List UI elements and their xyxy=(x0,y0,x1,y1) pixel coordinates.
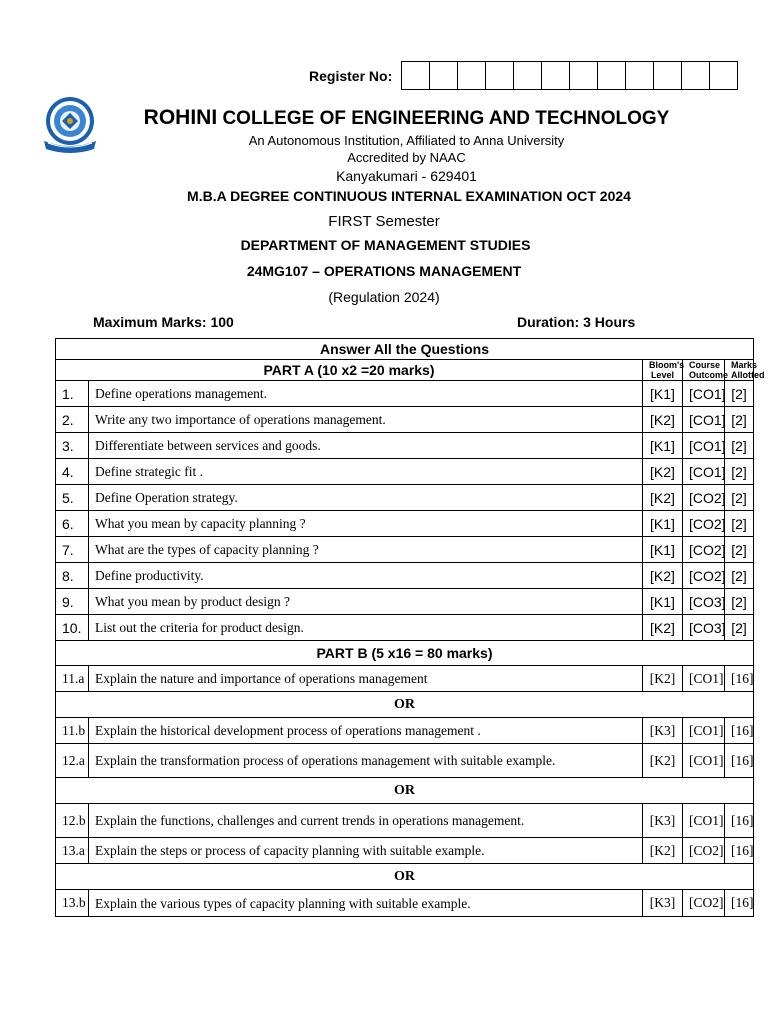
marks-allotted-header xyxy=(724,360,765,381)
register-digit-box xyxy=(598,62,626,89)
table-row xyxy=(56,459,754,485)
table-row xyxy=(56,407,754,433)
marks: [2] xyxy=(724,485,753,511)
table-row xyxy=(56,718,754,744)
marks: [2] xyxy=(724,407,753,433)
marks: [16] xyxy=(724,890,753,917)
marks: [2] xyxy=(724,433,753,459)
part-a-title: PART A (10 x2 =20 marks) xyxy=(56,360,643,381)
max-marks: Maximum Marks: 100 xyxy=(93,314,234,330)
course-line: 24MG107 – OPERATIONS MANAGEMENT xyxy=(246,263,522,279)
course-outcome: [CO3] xyxy=(682,615,724,641)
question-text: Explain the steps or process of capacity planning with suitable example. xyxy=(89,838,643,864)
table-row xyxy=(56,485,754,511)
part-b-title: PART B (5 x16 = 80 marks) xyxy=(56,641,754,666)
table-row xyxy=(56,511,754,537)
marks: [2] xyxy=(724,459,753,485)
question-text: Define productivity. xyxy=(89,563,643,589)
blooms-level: [K1] xyxy=(642,433,682,459)
semester-line: FIRST Semester xyxy=(328,213,440,230)
register-digit-box xyxy=(682,62,710,89)
marks: [2] xyxy=(724,615,753,641)
table-title-row xyxy=(56,339,754,360)
marks: [2] xyxy=(724,381,753,407)
question-number: 5. xyxy=(56,485,89,511)
table-row xyxy=(56,838,754,864)
question-number: 10. xyxy=(56,615,89,641)
register-digit-box xyxy=(654,62,682,89)
blooms-header-line2: Level xyxy=(650,370,674,380)
blooms-level: [K1] xyxy=(642,381,682,407)
course-outcome: [CO1] xyxy=(682,804,724,838)
marks-header-line1: Marks xyxy=(730,360,757,370)
course-outcome: [CO1] xyxy=(682,459,724,485)
blooms-level: [K2] xyxy=(642,407,682,433)
or-row xyxy=(56,864,754,890)
accreditation-line: Accredited by NAAC xyxy=(347,150,466,165)
or-row xyxy=(56,778,754,804)
course-outcome: [CO1] xyxy=(682,666,724,692)
table-row xyxy=(56,666,754,692)
question-number: 8. xyxy=(56,563,89,589)
or-label: OR xyxy=(56,864,754,890)
regulation-line: (Regulation 2024) xyxy=(328,289,440,305)
course-outcome: [CO1] xyxy=(682,744,724,778)
register-digit-box xyxy=(710,62,737,89)
question-number: 11.a xyxy=(56,666,89,692)
question-number: 12.b xyxy=(56,804,89,838)
question-number: 1. xyxy=(56,381,89,407)
question-text: Explain the historical development process of operations management . xyxy=(89,718,643,744)
marks: [16] xyxy=(724,804,753,838)
college-name xyxy=(0,106,768,130)
register-number xyxy=(309,61,738,90)
course-outcome: [CO1] xyxy=(682,381,724,407)
question-number: 4. xyxy=(56,459,89,485)
blooms-level: [K2] xyxy=(642,485,682,511)
marks: [2] xyxy=(724,589,753,615)
register-digit-box xyxy=(402,62,430,89)
department-line: DEPARTMENT OF MANAGEMENT STUDIES xyxy=(240,237,531,253)
course-outcome: [CO3] xyxy=(682,589,724,615)
table-row xyxy=(56,804,754,838)
course-header-line1: Course xyxy=(688,360,720,370)
register-digit-box xyxy=(542,62,570,89)
marks-header-line2: Allotted xyxy=(730,370,765,380)
course-outcome: [CO2] xyxy=(682,485,724,511)
or-row xyxy=(56,692,754,718)
table-row xyxy=(56,890,754,917)
question-text: Define operations management. xyxy=(89,381,643,407)
or-label: OR xyxy=(56,692,754,718)
question-text: Define strategic fit . xyxy=(89,459,643,485)
register-label: Register No: xyxy=(309,67,393,84)
question-number: 6. xyxy=(56,511,89,537)
marks: [2] xyxy=(724,537,753,563)
blooms-level: [K2] xyxy=(642,666,682,692)
college-name-prefix: ROHINI xyxy=(143,106,218,129)
question-text: Explain the various types of capacity planning with suitable example. xyxy=(89,890,643,917)
course-outcome: [CO2] xyxy=(682,511,724,537)
course-outcome: [CO2] xyxy=(682,537,724,563)
register-digit-box xyxy=(430,62,458,89)
register-boxes xyxy=(401,61,738,90)
question-text: Define Operation strategy. xyxy=(89,485,643,511)
question-table xyxy=(55,338,765,917)
exam-title: M.B.A DEGREE CONTINUOUS INTERNAL EXAMINATION OCT 2024 xyxy=(187,188,631,204)
marks: [16] xyxy=(724,838,753,864)
question-number: 9. xyxy=(56,589,89,615)
college-name-rest: COLLEGE OF ENGINEERING AND TECHNOLOGY xyxy=(217,108,670,129)
blooms-level: [K3] xyxy=(642,890,682,917)
question-text: Write any two importance of operations management. xyxy=(89,407,643,433)
affiliation-line: An Autonomous Institution, Affiliated to Anna University xyxy=(248,133,565,148)
marks: [16] xyxy=(724,718,753,744)
blooms-level-header xyxy=(642,360,685,381)
duration: Duration: 3 Hours xyxy=(517,314,636,330)
marks: [16] xyxy=(724,744,753,778)
course-header-line2: Outcome xyxy=(688,370,728,380)
question-number: 13.b xyxy=(56,890,89,917)
course-outcome: [CO2] xyxy=(682,838,724,864)
blooms-level: [K2] xyxy=(642,615,682,641)
question-text: What are the types of capacity planning ? xyxy=(89,537,643,563)
table-row xyxy=(56,563,754,589)
question-text: What you mean by product design ? xyxy=(89,589,643,615)
blooms-level: [K2] xyxy=(642,838,682,864)
table-title: Answer All the Questions xyxy=(56,339,754,360)
table-row xyxy=(56,537,754,563)
blooms-level: [K2] xyxy=(642,459,682,485)
course-outcome: [CO1] xyxy=(682,718,724,744)
table-row xyxy=(56,381,754,407)
question-text: Explain the transformation process of operations management with suitable example. xyxy=(89,744,643,778)
blooms-level: [K3] xyxy=(642,718,682,744)
course-outcome: [CO1] xyxy=(682,433,724,459)
question-text: Explain the nature and importance of operations management xyxy=(89,666,643,692)
blooms-level: [K3] xyxy=(642,804,682,838)
question-number: 2. xyxy=(56,407,89,433)
question-text: Differentiate between services and goods. xyxy=(89,433,643,459)
blooms-level: [K1] xyxy=(642,537,682,563)
question-text: What you mean by capacity planning ? xyxy=(89,511,643,537)
blooms-level: [K2] xyxy=(642,563,682,589)
question-number: 11.b xyxy=(56,718,89,744)
location-line: Kanyakumari - 629401 xyxy=(336,168,477,184)
table-row xyxy=(56,744,754,778)
table-row xyxy=(56,615,754,641)
register-digit-box xyxy=(486,62,514,89)
course-outcome: [CO2] xyxy=(682,890,724,917)
register-digit-box xyxy=(458,62,486,89)
question-number: 3. xyxy=(56,433,89,459)
part-a-header-row xyxy=(56,360,754,381)
blooms-level: [K1] xyxy=(642,511,682,537)
register-digit-box xyxy=(570,62,598,89)
marks: [2] xyxy=(724,511,753,537)
question-text: Explain the functions, challenges and current trends in operations management. xyxy=(89,804,643,838)
blooms-level: [K2] xyxy=(642,744,682,778)
blooms-level: [K1] xyxy=(642,589,682,615)
course-outcome-header xyxy=(682,360,728,381)
or-label: OR xyxy=(56,778,754,804)
question-number: 7. xyxy=(56,537,89,563)
course-outcome: [CO1] xyxy=(682,407,724,433)
part-b-header-row xyxy=(56,641,754,666)
blooms-header-line1: Bloom's xyxy=(648,360,685,370)
marks: [16] xyxy=(724,666,753,692)
course-outcome: [CO2] xyxy=(682,563,724,589)
question-number: 13.a xyxy=(56,838,89,864)
table-row xyxy=(56,433,754,459)
question-text: List out the criteria for product design. xyxy=(89,615,643,641)
question-number: 12.a xyxy=(56,744,89,778)
register-digit-box xyxy=(626,62,654,89)
table-row xyxy=(56,589,754,615)
register-digit-box xyxy=(514,62,542,89)
marks: [2] xyxy=(724,563,753,589)
